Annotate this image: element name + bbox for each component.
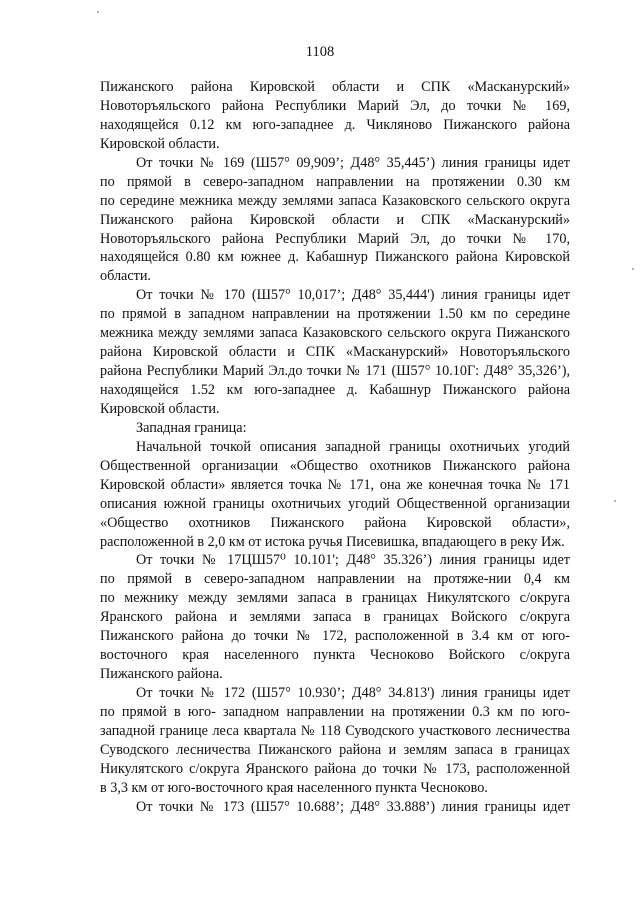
text-line: Кировской области. xyxy=(100,400,220,417)
text-line: «Общество охотников Пижанского района Кировской области», xyxy=(100,514,570,531)
text-line: области. xyxy=(100,268,151,285)
text-line: От точки № 169 (Ш57° 09,909’; Д48° 35,445’) линия границы идет xyxy=(136,154,570,171)
text-line: Кировской области» является точка № 171, она же конечная точка № 171 xyxy=(100,476,570,493)
text-line: в 3,3 км от юго-восточного края населенного пункта Чесноково. xyxy=(100,779,488,796)
text-line: по прямой в северо-западном направлении на протяже-нии 0,4 км xyxy=(100,571,570,588)
scan-speck xyxy=(614,500,616,502)
text-line: находящейся 0.12 км юго-западнее д. Чикляново Пижанского района xyxy=(100,116,570,133)
text-line: Суводского лесничества Пижанского района и землям запаса в границах xyxy=(100,741,570,758)
text-line: От точки № 17ЦШ57⁰ 10.101'; Д48° 35.326’) линия границы идет xyxy=(136,552,570,569)
text-line: От точки № 170 (Ш57° 10,017’; Д48° 35,444') линия границы идет xyxy=(136,287,570,304)
scan-speck xyxy=(632,268,634,270)
text-line: расположенной в 2,0 км от истока ручья Писевишка, впадающего в реку Иж. xyxy=(100,533,565,550)
text-line: Никулятского с/округа Яранского района до точки № 173, расположенной xyxy=(100,760,570,777)
text-line: по прямой в западном направлении на протяжении 1.50 км по середине xyxy=(100,306,570,323)
text-line: западной границе леса квартала № 118 Суводского участкового лесничества xyxy=(100,722,570,739)
text-line: описания южной границы охотничьих угодий Общественной организации xyxy=(100,495,570,512)
text-line: восточного края населенного пункта Чесноково Войского с/округа xyxy=(100,647,570,664)
page-number: 1108 xyxy=(305,44,335,60)
text-line: Новоторъяльского района Республики Марий Эл, до точки № 169, xyxy=(100,97,570,114)
text-line: межника между землями запаса Казаковского сельского округа Пижанского xyxy=(100,325,570,342)
document-body xyxy=(100,78,570,817)
text-line: Яранского района и землями запаса в границах Войского с/округа xyxy=(100,609,570,626)
text-line: по межнику между землями запаса в границах Никулятского с/округа xyxy=(100,590,570,607)
text-line: Начальной точкой описания западной границы охотничьих угодий xyxy=(136,438,570,455)
text-line: находящейся 1.52 км юго-западнее д. Кабашнур Пижанского района xyxy=(100,382,570,398)
text-line: От точки № 173 (Ш57° 10.688’; Д48° 33.888’) линия границы идет xyxy=(136,798,570,815)
text-line: От точки № 172 (Ш57° 10.930’; Д48° 34.813') линия границы идет xyxy=(136,685,570,701)
text-line: по прямой в юго- западном направлении на протяжении 0.3 км по юго- xyxy=(100,703,570,720)
text-line: Пижанского района Кировской области и СПК «Масканурский» xyxy=(100,79,570,95)
text-line: Общественной организации «Общество охотников Пижанского района xyxy=(100,457,570,474)
text-line: района Республики Марий Эл.до точки № 171 (Ш57° 10.10Г: Д48° 35,326’), xyxy=(100,363,570,380)
text-line: Западная граница: xyxy=(136,419,247,436)
text-line: Пижанского района. xyxy=(100,666,223,683)
text-line: Пижанского района до точки № 172, расположенной в 3.4 км от юго- xyxy=(100,628,570,645)
scan-speck xyxy=(97,11,99,13)
text-line: по прямой в северо-западном направлении на протяжении 0.30 км xyxy=(100,173,570,190)
text-line: Кировской области. xyxy=(100,135,220,152)
text-line: Новоторъяльского района Республики Марий Эл, до точки № 170, xyxy=(100,230,570,247)
text-line: по середине межника между землями запаса Казаковского сельского округа xyxy=(100,192,570,209)
text-line: Пижанского района Кировской области и СПК «Масканурский» xyxy=(100,211,570,228)
text-line: находящейся 0.80 км южнее д. Кабашнур Пижанского района Кировской xyxy=(100,249,570,266)
text-line: района Кировской области и СПК «Масканурский» Новоторъяльского xyxy=(100,344,570,361)
